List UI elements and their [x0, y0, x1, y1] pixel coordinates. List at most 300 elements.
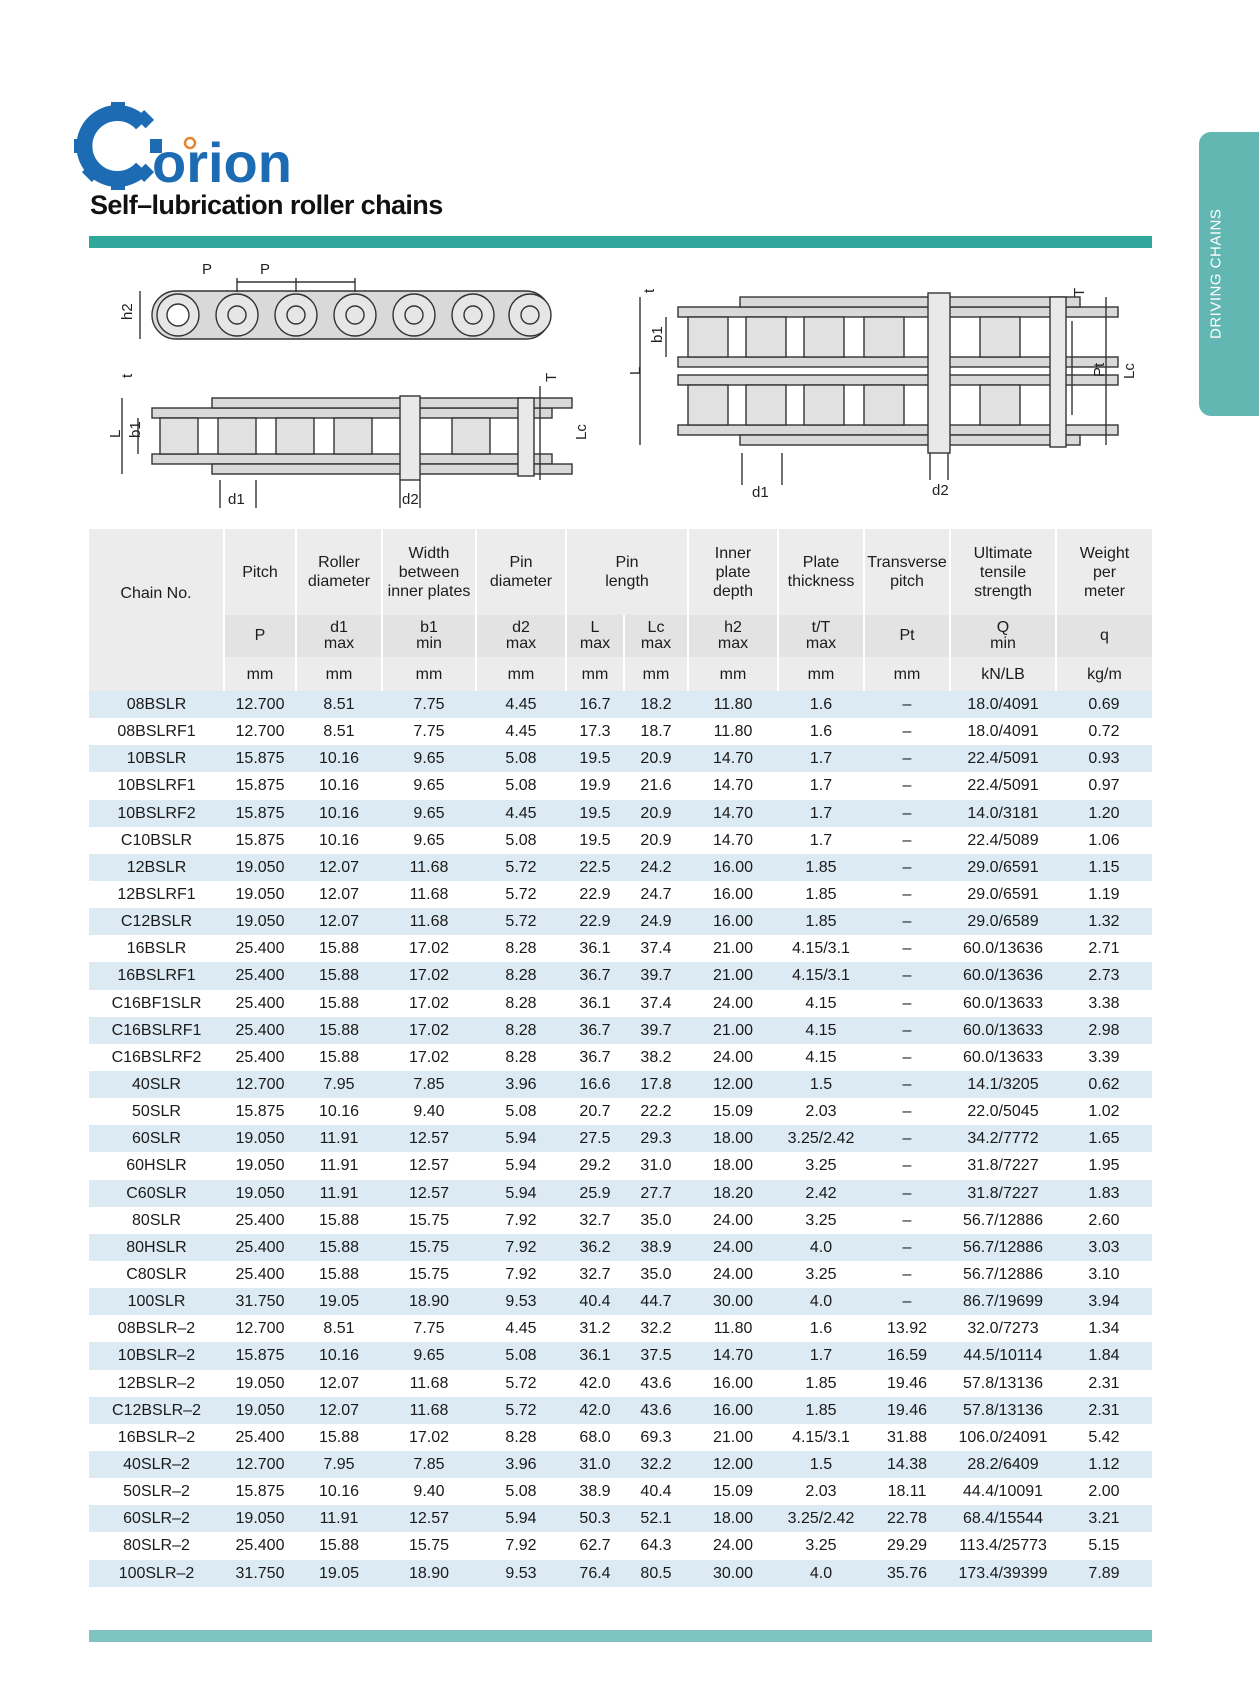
table-cell: 11.91 [296, 1180, 382, 1207]
table-cell: 1.19 [1056, 881, 1152, 908]
table-cell: 10.16 [296, 1342, 382, 1369]
table-cell: 1.85 [778, 881, 864, 908]
table-cell: – [864, 1180, 950, 1207]
table-cell: 3.96 [476, 1071, 566, 1098]
table-cell: 0.93 [1056, 745, 1152, 772]
chain-no-cell: 60SLR–2 [89, 1505, 224, 1532]
table-cell: 38.9 [566, 1478, 624, 1505]
table-row [89, 1397, 1152, 1424]
table-cell: 16.6 [566, 1071, 624, 1098]
table-cell: – [864, 881, 950, 908]
chain-no-cell: C16BSLRF1 [89, 1017, 224, 1044]
table-cell: 22.9 [566, 908, 624, 935]
label-d1-double: d1 [752, 484, 769, 501]
table-cell: 15.875 [224, 1098, 296, 1125]
table-cell: 14.0/3181 [950, 800, 1056, 827]
table-row [89, 772, 1152, 799]
table-cell: 1.83 [1056, 1180, 1152, 1207]
table-cell: 11.80 [688, 691, 778, 718]
chain-no-cell: C10BSLR [89, 827, 224, 854]
unit-cell: kg/m [1056, 657, 1152, 691]
table-cell: 32.2 [624, 1315, 688, 1342]
table-cell: 5.15 [1056, 1532, 1152, 1559]
table-cell: 3.21 [1056, 1505, 1152, 1532]
table-cell: 4.15/3.1 [778, 962, 864, 989]
table-cell: – [864, 827, 950, 854]
single-strand-chain-diagram [100, 258, 620, 520]
table-cell: 44.4/10091 [950, 1478, 1056, 1505]
table-cell: – [864, 772, 950, 799]
table-cell: – [864, 1152, 950, 1179]
table-cell: 11.68 [382, 854, 476, 881]
table-cell: 24.00 [688, 1044, 778, 1071]
table-row [89, 691, 1152, 718]
unit-cell: mm [864, 657, 950, 691]
table-cell: 24.7 [624, 881, 688, 908]
table-cell: 10.16 [296, 800, 382, 827]
table-cell: 29.3 [624, 1125, 688, 1152]
table-cell: 3.25 [778, 1261, 864, 1288]
table-cell: 11.91 [296, 1152, 382, 1179]
table-cell: 19.5 [566, 745, 624, 772]
table-cell: 25.400 [224, 1017, 296, 1044]
table-cell: 31.8/7227 [950, 1180, 1056, 1207]
table-cell: – [864, 1017, 950, 1044]
table-cell: – [864, 854, 950, 881]
table-cell: 5.08 [476, 1342, 566, 1369]
table-cell: 4.45 [476, 718, 566, 745]
table-cell: 2.03 [778, 1098, 864, 1125]
table-cell: 3.03 [1056, 1234, 1152, 1261]
table-cell: 1.6 [778, 718, 864, 745]
table-cell: 2.60 [1056, 1207, 1152, 1234]
table-cell: 5.08 [476, 1478, 566, 1505]
table-cell: 1.06 [1056, 827, 1152, 854]
table-row [89, 827, 1152, 854]
table-cell: 19.050 [224, 854, 296, 881]
side-tab-label: DRIVING CHAINS [1207, 208, 1225, 340]
table-cell: – [864, 745, 950, 772]
table-cell: 31.88 [864, 1424, 950, 1451]
table-cell: 15.875 [224, 772, 296, 799]
label-t: t [119, 373, 136, 378]
table-cell: 106.0/24091 [950, 1424, 1056, 1451]
table-cell: 12.07 [296, 1397, 382, 1424]
table-cell: 1.84 [1056, 1342, 1152, 1369]
table-cell: 31.750 [224, 1288, 296, 1315]
table-cell: 8.28 [476, 962, 566, 989]
chain-no-cell: 16BSLRF1 [89, 962, 224, 989]
table-cell: 9.40 [382, 1098, 476, 1125]
table-cell: 57.8/13136 [950, 1397, 1056, 1424]
table-cell: 10.16 [296, 772, 382, 799]
table-cell: 1.95 [1056, 1152, 1152, 1179]
chain-no-cell: C12BSLR–2 [89, 1397, 224, 1424]
chain-no-cell: 12BSLR–2 [89, 1370, 224, 1397]
table-row [89, 854, 1152, 881]
table-cell: 2.73 [1056, 962, 1152, 989]
table-cell: 17.02 [382, 990, 476, 1017]
table-cell: 5.94 [476, 1505, 566, 1532]
table-cell: 76.4 [566, 1560, 624, 1587]
table-cell: 5.94 [476, 1152, 566, 1179]
table-row [89, 1017, 1152, 1044]
table-cell: – [864, 1098, 950, 1125]
chain-no-cell: 16BSLR [89, 935, 224, 962]
table-cell: 1.7 [778, 772, 864, 799]
table-cell: 3.25/2.42 [778, 1125, 864, 1152]
symbol-d2: d2 max [476, 615, 566, 657]
table-cell: 15.88 [296, 1044, 382, 1071]
chain-no-cell: C60SLR [89, 1180, 224, 1207]
table-cell: 30.00 [688, 1288, 778, 1315]
orion-logo [76, 100, 292, 194]
table-cell: 14.1/3205 [950, 1071, 1056, 1098]
table-cell: 19.050 [224, 1180, 296, 1207]
table-cell: 16.59 [864, 1342, 950, 1369]
table-cell: 56.7/12886 [950, 1234, 1056, 1261]
table-cell: 3.39 [1056, 1044, 1152, 1071]
label-d2: d2 [402, 491, 419, 508]
table-cell: 17.02 [382, 1017, 476, 1044]
table-cell: 7.92 [476, 1234, 566, 1261]
table-cell: 4.15/3.1 [778, 935, 864, 962]
table-cell: 5.42 [1056, 1424, 1152, 1451]
header-tensile-strength: Ultimate tensile strength [950, 529, 1056, 615]
table-cell: – [864, 1125, 950, 1152]
table-cell: 15.88 [296, 1424, 382, 1451]
table-cell: 0.69 [1056, 691, 1152, 718]
table-cell: 5.72 [476, 908, 566, 935]
table-cell: 22.0/5045 [950, 1098, 1056, 1125]
table-cell: 29.2 [566, 1152, 624, 1179]
symbol-Q: Q min [950, 615, 1056, 657]
table-cell: 12.700 [224, 718, 296, 745]
table-row [89, 908, 1152, 935]
table-cell: 5.72 [476, 1370, 566, 1397]
table-cell: 11.91 [296, 1505, 382, 1532]
table-cell: 15.875 [224, 1478, 296, 1505]
brand-name: orion [152, 131, 292, 194]
table-cell: – [864, 1071, 950, 1098]
table-cell: 12.700 [224, 1071, 296, 1098]
table-cell: 36.1 [566, 990, 624, 1017]
table-cell: – [864, 1207, 950, 1234]
chain-no-cell: 10BSLRF1 [89, 772, 224, 799]
chain-no-cell: 08BSLRF1 [89, 718, 224, 745]
table-row [89, 718, 1152, 745]
table-cell: 7.85 [382, 1071, 476, 1098]
chain-no-cell: 60HSLR [89, 1152, 224, 1179]
table-cell: 18.11 [864, 1478, 950, 1505]
table-row [89, 1315, 1152, 1342]
table-cell: 56.7/12886 [950, 1261, 1056, 1288]
table-cell: 7.89 [1056, 1560, 1152, 1587]
table-cell: 25.400 [224, 935, 296, 962]
header-plate-thickness: Plate thickness [778, 529, 864, 615]
table-cell: 19.05 [296, 1288, 382, 1315]
table-cell: 10.16 [296, 827, 382, 854]
table-cell: 1.15 [1056, 854, 1152, 881]
table-cell: 3.25 [778, 1532, 864, 1559]
unit-cell: mm [382, 657, 476, 691]
table-cell: 8.51 [296, 691, 382, 718]
double-strand-chain-diagram [620, 285, 1160, 510]
table-cell: 32.2 [624, 1451, 688, 1478]
header-width-inner-plates: Width between inner plates [382, 529, 476, 615]
table-cell: 22.2 [624, 1098, 688, 1125]
table-cell: 15.875 [224, 1342, 296, 1369]
table-cell: 15.88 [296, 962, 382, 989]
symbol-P: P [224, 615, 296, 657]
table-cell: 8.28 [476, 990, 566, 1017]
label-b1-double: b1 [649, 326, 666, 343]
table-cell: 24.00 [688, 1234, 778, 1261]
label-L: L [107, 429, 124, 438]
table-cell: 18.7 [624, 718, 688, 745]
unit-cell: mm [476, 657, 566, 691]
symbol-d1: d1 max [296, 615, 382, 657]
table-cell: 60.0/13633 [950, 1017, 1056, 1044]
unit-cell: mm [566, 657, 624, 691]
table-cell: 12.700 [224, 691, 296, 718]
symbol-q: q [1056, 615, 1152, 657]
table-cell: 1.85 [778, 854, 864, 881]
table-cell: 29.0/6591 [950, 854, 1056, 881]
table-cell: 1.6 [778, 691, 864, 718]
table-cell: 43.6 [624, 1370, 688, 1397]
table-cell: 14.70 [688, 800, 778, 827]
table-cell: 15.875 [224, 800, 296, 827]
table-cell: 18.00 [688, 1125, 778, 1152]
table-cell: 24.00 [688, 1532, 778, 1559]
table-cell: 8.28 [476, 935, 566, 962]
table-row [89, 1532, 1152, 1559]
table-cell: 35.76 [864, 1560, 950, 1587]
table-cell: 14.70 [688, 745, 778, 772]
unit-cell: kN/LB [950, 657, 1056, 691]
table-cell: 16.00 [688, 854, 778, 881]
table-row [89, 1560, 1152, 1587]
table-cell: 1.02 [1056, 1098, 1152, 1125]
table-cell: 28.2/6409 [950, 1451, 1056, 1478]
table-cell: 50.3 [566, 1505, 624, 1532]
table-cell: 4.15 [778, 1017, 864, 1044]
table-cell: 5.94 [476, 1180, 566, 1207]
table-cell: 14.70 [688, 772, 778, 799]
table-cell: 0.72 [1056, 718, 1152, 745]
table-cell: 15.75 [382, 1234, 476, 1261]
table-cell: 57.8/13136 [950, 1370, 1056, 1397]
chain-no-cell: 50SLR [89, 1098, 224, 1125]
table-cell: 11.80 [688, 1315, 778, 1342]
table-cell: 14.70 [688, 1342, 778, 1369]
chain-no-cell: 10BSLRF2 [89, 800, 224, 827]
table-cell: 9.65 [382, 827, 476, 854]
table-cell: 39.7 [624, 1017, 688, 1044]
table-cell: 31.750 [224, 1560, 296, 1587]
table-cell: 29.29 [864, 1532, 950, 1559]
table-cell: 5.94 [476, 1125, 566, 1152]
header-inner-plate-depth: Inner plate depth [688, 529, 778, 615]
table-cell: 31.0 [566, 1451, 624, 1478]
table-row [89, 1342, 1152, 1369]
table-cell: 21.6 [624, 772, 688, 799]
table-cell: 17.02 [382, 1044, 476, 1071]
table-cell: 8.28 [476, 1044, 566, 1071]
table-row [89, 1261, 1152, 1288]
chain-no-cell: 10BSLR–2 [89, 1342, 224, 1369]
table-cell: 62.7 [566, 1532, 624, 1559]
table-cell: 173.4/39399 [950, 1560, 1056, 1587]
table-cell: 1.7 [778, 827, 864, 854]
table-cell: 11.68 [382, 1397, 476, 1424]
table-row [89, 1044, 1152, 1071]
table-cell: 4.15/3.1 [778, 1424, 864, 1451]
table-cell: 4.0 [778, 1560, 864, 1587]
table-cell: 1.85 [778, 908, 864, 935]
table-cell: 30.00 [688, 1560, 778, 1587]
chain-no-cell: 60SLR [89, 1125, 224, 1152]
table-row [89, 990, 1152, 1017]
label-pitch-1: P [202, 261, 213, 278]
table-cell: 19.050 [224, 1505, 296, 1532]
table-row [89, 1071, 1152, 1098]
table-cell: 31.0 [624, 1152, 688, 1179]
table-cell: 25.400 [224, 1207, 296, 1234]
table-cell: 35.0 [624, 1207, 688, 1234]
table-cell: – [864, 908, 950, 935]
table-cell: 35.0 [624, 1261, 688, 1288]
table-cell: 12.00 [688, 1071, 778, 1098]
table-cell: 86.7/19699 [950, 1288, 1056, 1315]
table-cell: 5.08 [476, 1098, 566, 1125]
label-h2: h2 [119, 303, 136, 320]
label-Lc: Lc [573, 424, 590, 440]
table-cell: 18.20 [688, 1180, 778, 1207]
table-cell: 15.75 [382, 1207, 476, 1234]
table-row [89, 1098, 1152, 1125]
table-cell: 25.9 [566, 1180, 624, 1207]
table-cell: 34.2/7772 [950, 1125, 1056, 1152]
table-cell: 38.9 [624, 1234, 688, 1261]
symbol-b1: b1 min [382, 615, 476, 657]
table-cell: 3.10 [1056, 1261, 1152, 1288]
header-pin-length: Pin length [566, 529, 688, 615]
table-cell: 17.02 [382, 962, 476, 989]
table-row [89, 962, 1152, 989]
chain-no-cell: 80HSLR [89, 1234, 224, 1261]
table-cell: 68.4/15544 [950, 1505, 1056, 1532]
table-cell: 19.050 [224, 1370, 296, 1397]
table-cell: 22.4/5091 [950, 745, 1056, 772]
table-cell: 36.7 [566, 1017, 624, 1044]
unit-cell: mm [688, 657, 778, 691]
table-cell: 60.0/13636 [950, 935, 1056, 962]
table-cell: 19.05 [296, 1560, 382, 1587]
table-cell: 8.51 [296, 718, 382, 745]
label-d2-double: d2 [932, 482, 949, 499]
table-cell: 15.88 [296, 935, 382, 962]
table-cell: 4.45 [476, 691, 566, 718]
table-cell: 16.00 [688, 908, 778, 935]
table-cell: 12.700 [224, 1315, 296, 1342]
table-cell: 14.38 [864, 1451, 950, 1478]
table-cell: 19.5 [566, 827, 624, 854]
table-cell: 3.96 [476, 1451, 566, 1478]
table-cell: 5.72 [476, 881, 566, 908]
chain-no-cell: 80SLR–2 [89, 1532, 224, 1559]
table-cell: 25.400 [224, 962, 296, 989]
table-row [89, 1451, 1152, 1478]
table-cell: 1.7 [778, 745, 864, 772]
table-cell: – [864, 1044, 950, 1071]
table-cell: – [864, 962, 950, 989]
table-cell: 25.400 [224, 1532, 296, 1559]
table-cell: 4.15 [778, 990, 864, 1017]
table-cell: 2.71 [1056, 935, 1152, 962]
label-L-double: L [627, 366, 644, 375]
table-cell: 52.1 [624, 1505, 688, 1532]
table-cell: 2.98 [1056, 1017, 1152, 1044]
table-cell: 22.9 [566, 881, 624, 908]
table-cell: 19.46 [864, 1370, 950, 1397]
table-cell: 8.28 [476, 1424, 566, 1451]
page-title: Self–lubrication roller chains [90, 190, 443, 220]
table-cell: 16.00 [688, 1370, 778, 1397]
chain-no-cell: C12BSLR [89, 908, 224, 935]
header-weight-per-meter: Weight per meter [1056, 529, 1152, 615]
table-cell: 24.00 [688, 990, 778, 1017]
table-cell: 39.7 [624, 962, 688, 989]
table-cell: 3.25 [778, 1152, 864, 1179]
table-cell: 0.97 [1056, 772, 1152, 799]
unit-cell: mm [296, 657, 382, 691]
table-cell: 16.7 [566, 691, 624, 718]
table-cell: 13.92 [864, 1315, 950, 1342]
table-row [89, 800, 1152, 827]
table-cell: 1.20 [1056, 800, 1152, 827]
table-cell: 69.3 [624, 1424, 688, 1451]
table-cell: 15.875 [224, 827, 296, 854]
table-cell: 7.95 [296, 1451, 382, 1478]
table-cell: 17.02 [382, 935, 476, 962]
table-cell: 18.2 [624, 691, 688, 718]
table-cell: 20.9 [624, 827, 688, 854]
table-cell: 20.9 [624, 800, 688, 827]
chain-no-cell: 08BSLR–2 [89, 1315, 224, 1342]
label-t-double: t [641, 288, 658, 293]
table-cell: 29.0/6589 [950, 908, 1056, 935]
table-cell: 3.25/2.42 [778, 1505, 864, 1532]
table-cell: 1.32 [1056, 908, 1152, 935]
table-cell: 16.00 [688, 1397, 778, 1424]
gear-icon [74, 102, 162, 190]
table-cell: 10.16 [296, 1098, 382, 1125]
table-cell: 18.0/4091 [950, 718, 1056, 745]
header-pin-diameter: Pin diameter [476, 529, 566, 615]
table-cell: – [864, 1234, 950, 1261]
table-cell: 11.68 [382, 1370, 476, 1397]
table-cell: 21.00 [688, 935, 778, 962]
table-cell: 11.68 [382, 881, 476, 908]
chain-no-cell: 80SLR [89, 1207, 224, 1234]
table-cell: 15.09 [688, 1098, 778, 1125]
table-cell: 8.51 [296, 1315, 382, 1342]
unit-cell: mm [624, 657, 688, 691]
table-row [89, 881, 1152, 908]
table-cell: 27.5 [566, 1125, 624, 1152]
